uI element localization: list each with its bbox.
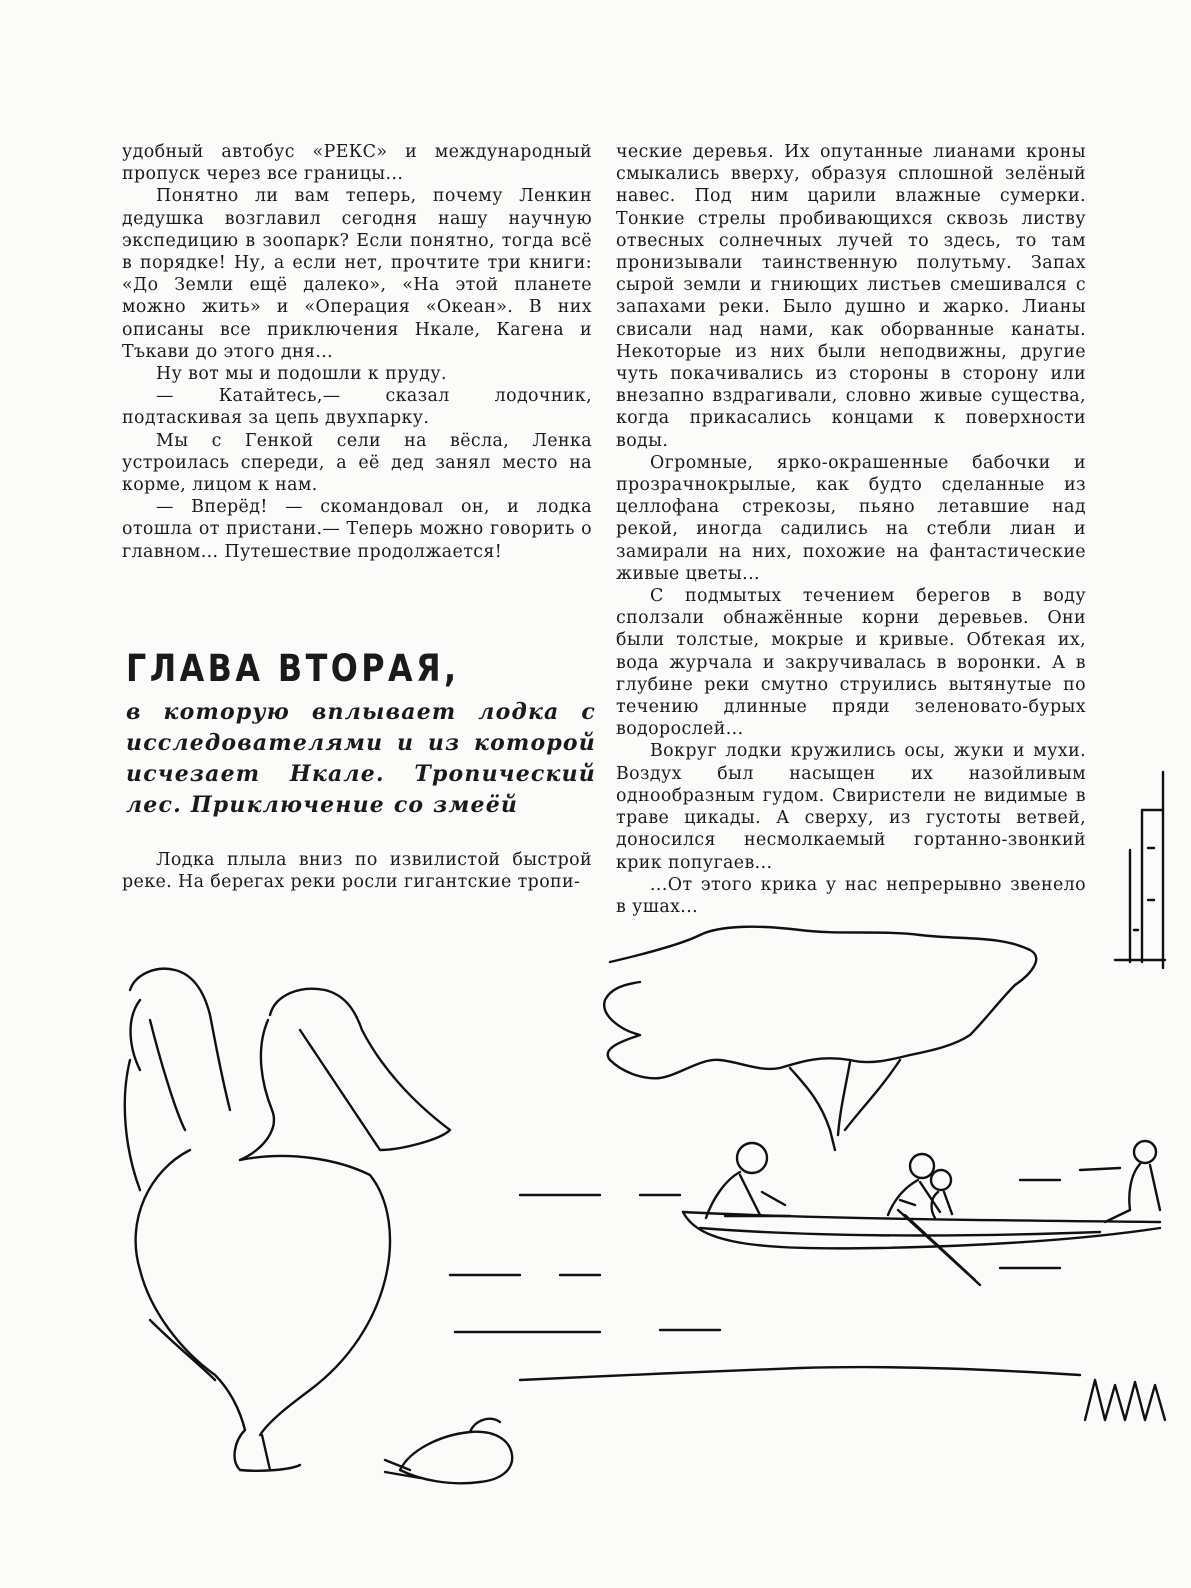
paragraph: Лодка плыла вниз по извилистой быстрой реке. На берегах реки росли гигантские тропи- bbox=[122, 850, 592, 893]
boat-sketch bbox=[683, 1210, 1160, 1285]
chapter-subtitle: в которую вплывает лодка с исследователями и из которой исчезает Нкале. Тропический лес. Приключение со змеёй bbox=[126, 699, 596, 818]
shore-sketch bbox=[520, 1367, 1165, 1420]
paragraph: удобный автобус «РЕКС» и международный пропуск через все границы... bbox=[122, 142, 592, 185]
paragraph: ческие деревья. Их опутанные лианами кроны смыкались вверху, образуя сплошной зелёный навес. Под ним царили влажные сумерки. Тонкие стрелы пробивающихся сквозь листву отвесных солнечных лучей то здесь, то там пронизывали таинственную полутьму. Запах сырой земли и гниющих листьев смешивался с запахами реки. Было душно и жарко. Лианы свисали над нами, как оборванные канаты. Некоторые из них были неподвижны, другие чуть покачивались из стороны в сторону или внезапно вздрагивали, словно живые существа, когда прикасались концами к поверхности воды. bbox=[616, 142, 1086, 451]
paragraph: Ну вот мы и подошли к пруду. bbox=[156, 364, 447, 385]
paragraph: ...От этого крика у нас непрерывно звенело в ушах... bbox=[616, 874, 1086, 917]
people-sketch bbox=[706, 1141, 1160, 1222]
paragraph: — Вперёд! — скомандовал он, и лодка отошла от пристани.— Теперь можно говорить о главном... Путешествие продолжается! bbox=[122, 497, 592, 562]
distant-trees-sketch bbox=[604, 927, 1036, 1150]
paragraph: Мы с Генкой сели на вёсла, Ленка устроилась спереди, а её дед занял место на корме, лицом к нам. bbox=[122, 430, 592, 496]
chapter-title: ГЛАВА ВТОРАЯ, bbox=[126, 647, 460, 690]
paragraph: — Катайтесь,— сказал лодочник, подтаскивая за цепь двухпарку. bbox=[122, 386, 592, 429]
pelican-right-sketch bbox=[136, 989, 450, 1471]
paragraph: Вокруг лодки кружились осы, жуки и мухи. Воздух был насыщен их назойливым однообразным гудом. Свиристели не видимые в траве цикады. А сверху, из густоты ветвей, доносился несмолкаемый гортанно-звонкий крик попугаев... bbox=[616, 741, 1086, 873]
paragraph: Понятно ли вам теперь, почему Ленкин дедушка возглавил сегодня нашу научную экспедицию в зоопарк? Если понятно, тогда всё в порядке! Ну, а если нет, прочтите три книги: «До Земли ещё далеко», «На этой планете можно жить» и «Операция «Океан». В них описаны все приключения Нкале, Кагена и Тъкави до этого дня... bbox=[122, 186, 592, 362]
horizon-lines bbox=[450, 1168, 1120, 1332]
building-sketch bbox=[1115, 772, 1165, 968]
paragraph: С подмытых течением берегов в воду сползали обнажённые корни деревьев. Они были толстые, мокрые и кривые. Обтекая их, вода журчала и закручивалась в воронки. А в глубине реки смутно струились вытянутые по течению длинные пряди зеленовато-бурых водорослей... bbox=[616, 586, 1086, 740]
resting-bird-sketch bbox=[385, 1419, 512, 1483]
paragraph: Огромные, ярко-окрашенные бабочки и прозрачнокрылые, как будто сделанные из целлофана стрекозы, пьяно летавшие над рекой, иногда садились на стебли лиан и замирали на них, похожие на фантастические живые цветы... bbox=[616, 452, 1086, 584]
